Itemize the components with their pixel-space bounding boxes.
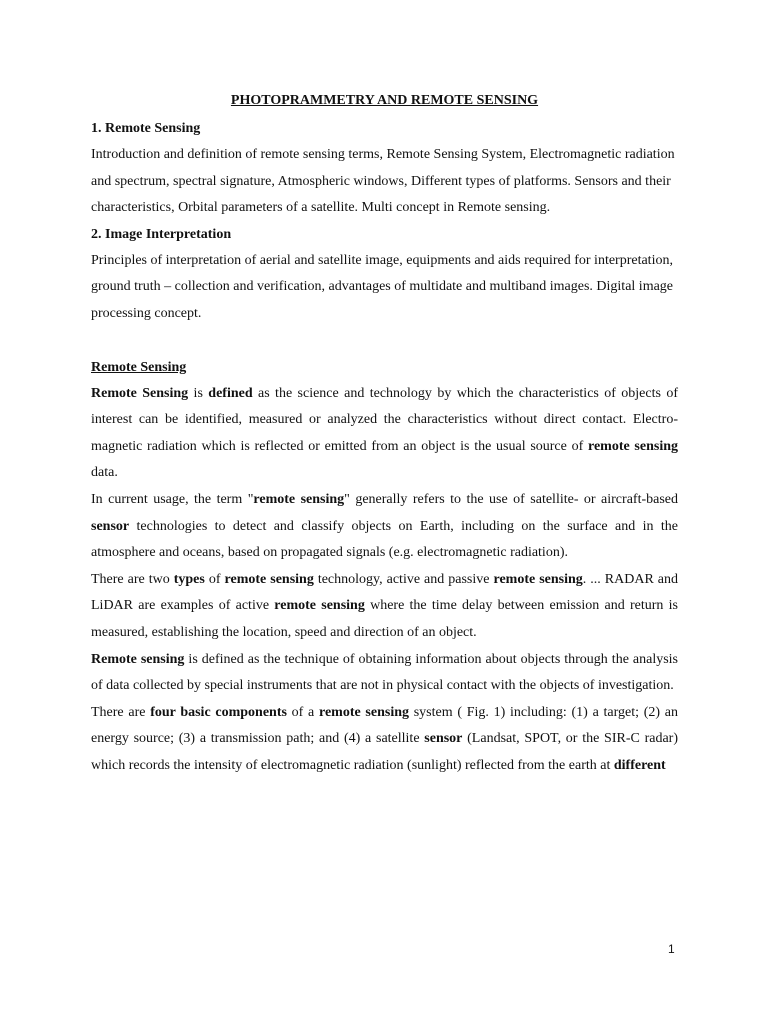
bold-term: remote sensing	[319, 704, 410, 720]
text-run: system ( Fig. 1) including: (1) a target; (2) an energy source; (3) a transmission path; and (4) a satellite	[91, 704, 678, 747]
bold-term: defined	[208, 385, 253, 401]
bold-term: types	[173, 571, 205, 587]
paragraph-technique	[91, 647, 678, 700]
remote-sensing-heading: Remote Sensing	[91, 359, 187, 375]
text-run: is	[188, 385, 209, 401]
text-run: (Landsat, SPOT, or the SIR-C radar) which records the intensity of electromagnetic radiation (sunlight) reflected from the earth at	[91, 731, 678, 773]
bold-term: Remote Sensing	[91, 385, 189, 401]
text-run: technologies to detect and classify objects on Earth, including on the surface and in the atmosphere and oceans, based on propagated signals (e.g. electromagnetic radiation).	[91, 518, 678, 561]
text-run: There are	[91, 704, 151, 720]
page-number: 1	[668, 942, 675, 956]
text-run: " generally refers to the use of satellite- or aircraft-based	[344, 491, 678, 507]
text-run: technology, active and passive	[313, 571, 494, 587]
document-title: PHOTOPRAMMETRY AND REMOTE SENSING	[230, 93, 539, 108]
paragraph-components	[91, 700, 678, 780]
text-run: of	[204, 571, 225, 587]
text-run: where the time delay between emission and return is measured, establishing the location, speed and direction of an object.	[91, 598, 678, 640]
section-heading-remote-sensing: 1. Remote Sensing	[91, 121, 201, 136]
bold-term: sensor	[424, 731, 463, 747]
paragraph-current-usage	[91, 487, 678, 567]
text-run: of a	[286, 704, 319, 720]
section-body-image-interpretation: Principles of interpretation of aerial and satellite image, equipments and aids required for interpretation, ground truth – collection and verification, advantages of multidate and multiband images. Digital image processing concept.	[91, 252, 674, 321]
text-run: as the science and technology by which the characteristics of objects of interest can be identified, measured or analyzed the characteristics without direct contact. Electro-magnetic radiation which is reflected or emitted from an object is the usual source of	[91, 385, 678, 454]
bold-term: Remote sensing	[91, 651, 185, 667]
bold-term: remote sensing	[587, 438, 678, 454]
bold-term: remote sensing	[253, 491, 345, 507]
spacer	[91, 328, 678, 355]
bold-term: remote sensing	[274, 598, 365, 614]
text-run: data.	[91, 465, 118, 481]
section-body-remote-sensing: Introduction and definition of remote sensing terms, Remote Sensing System, Electromagnetic radiation and spectrum, spectral signature, Atmospheric windows, Different types of platforms. Sensors and their characteristics, Orbital parameters of a satellite. Multi concept in Remote sensing.	[91, 147, 675, 216]
paragraph-definition	[91, 381, 678, 487]
text-run: . ... RADAR and LiDAR are examples of active	[91, 571, 678, 614]
paragraph-types	[91, 567, 678, 647]
section-heading-image-interpretation: 2. Image Interpretation	[91, 226, 232, 242]
text-run: There are two	[91, 571, 174, 587]
bold-term: different	[613, 757, 666, 773]
text-run: is defined as the technique of obtaining information about objects through the analysis of data collected by special instruments that are not in physical contact with the objects of investigation.	[91, 651, 678, 694]
page-content	[91, 86, 678, 779]
bold-term: remote sensing	[224, 571, 314, 587]
bold-term: four basic components	[150, 704, 287, 720]
bold-term: remote sensing	[493, 571, 583, 587]
bold-term: sensor	[91, 518, 130, 534]
text-run: In current usage, the term "	[91, 491, 254, 507]
